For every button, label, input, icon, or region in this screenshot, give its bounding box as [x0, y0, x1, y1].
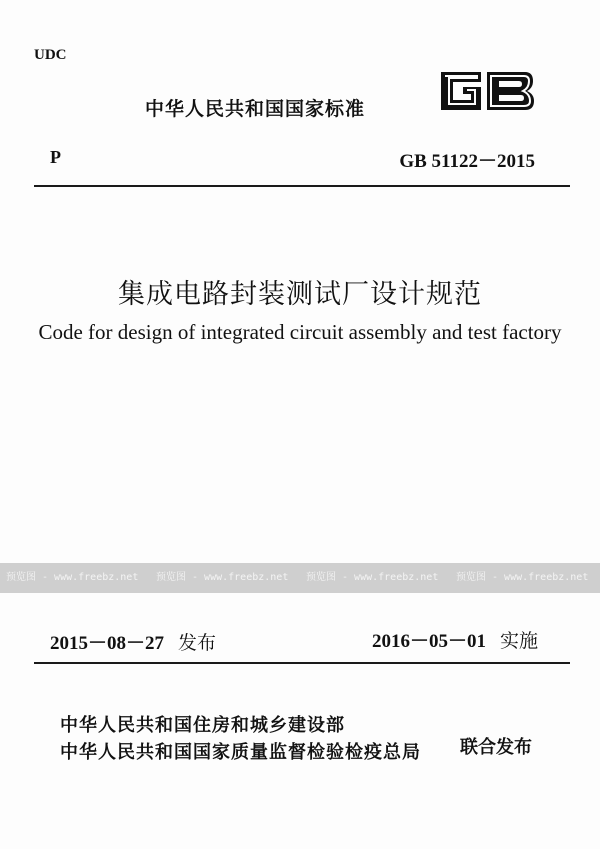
implement-date: 2016－05－01 [371, 631, 486, 652]
title-chinese: 集成电路封装测试厂设计规范 [118, 279, 482, 310]
standard-number: GB 51122－2015 [399, 151, 535, 172]
issue-label: 发布 [178, 632, 217, 654]
bottom-divider [34, 662, 570, 664]
implement-date-block [372, 626, 538, 653]
watermark-text: 预览图 - www.freebz.net [306, 572, 439, 583]
watermark-text: 预览图 - www.freebz.net [6, 572, 139, 583]
implement-label: 实施 [499, 630, 538, 652]
issue-date-block [50, 628, 216, 655]
watermark-text: 预览图 - www.freebz.net [456, 572, 589, 583]
udc-label: UDC [34, 47, 67, 63]
joint-release-label: 联合发布 [460, 737, 532, 758]
gb-logo-icon [437, 66, 537, 116]
national-standard-header: 中华人民共和国国家标准 [145, 98, 366, 120]
issuing-authorities [60, 712, 421, 766]
watermark-text: 预览图 - www.freebz.net [156, 572, 289, 583]
issuer-line-1: 中华人民共和国住房和城乡建设部 [60, 715, 345, 736]
issuer-line-2: 中华人民共和国国家质量监督检验检疫总局 [60, 742, 421, 763]
title-english: Code for design of integrated circuit assembly and test factory [38, 320, 562, 344]
issue-date: 2015－08－27 [50, 633, 165, 654]
classification-code: P [50, 147, 61, 167]
top-divider [34, 185, 570, 187]
watermark-band [0, 563, 600, 593]
